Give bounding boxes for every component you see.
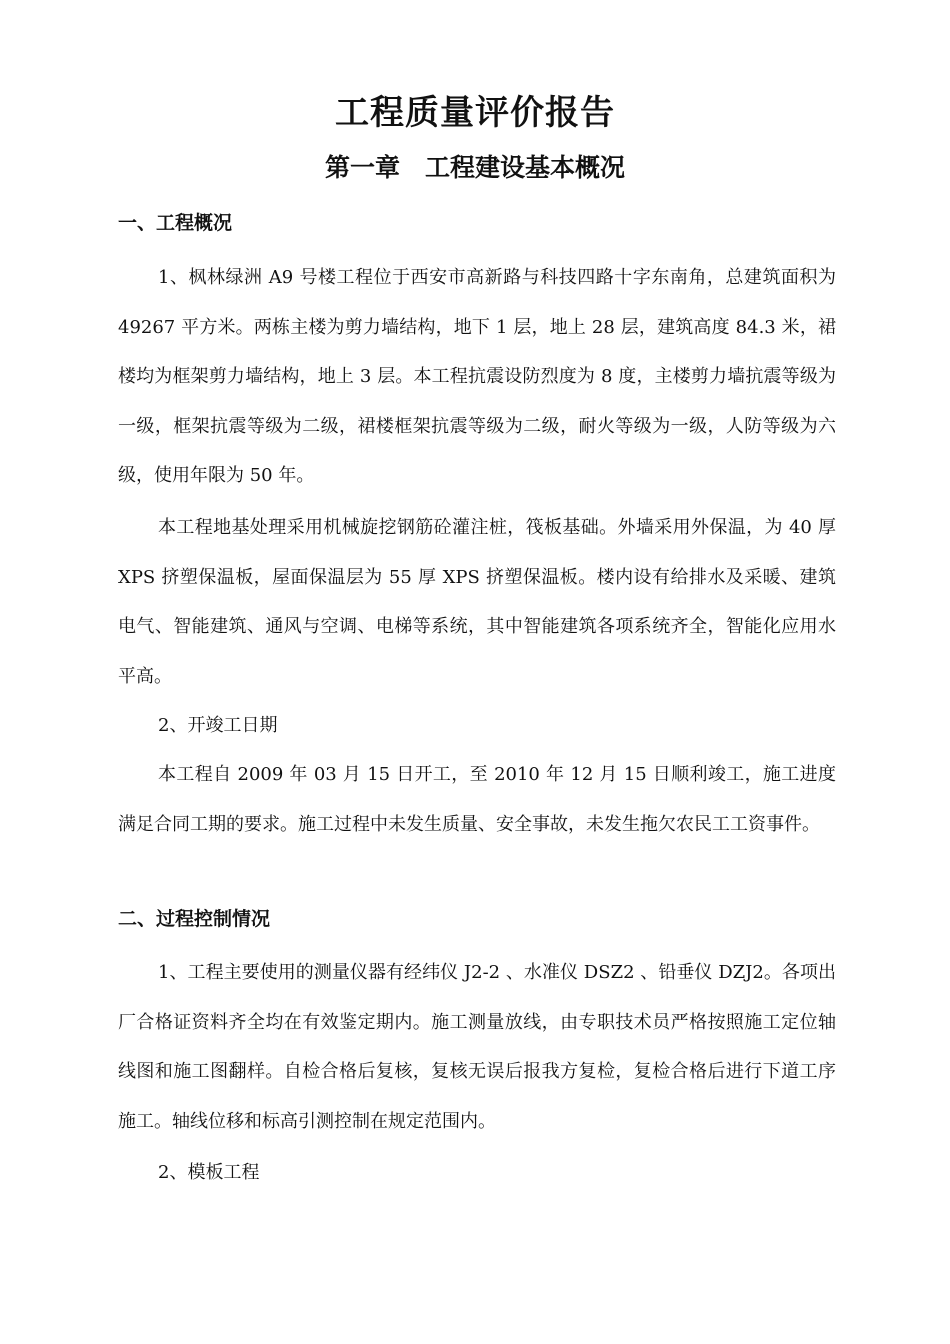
paragraph-formwork-heading: 2、模板工程 (158, 1162, 260, 1183)
paragraph-construction-dates: 本工程自 2009 年 03 月 15 日开工，至 2010 年 12 月 15 日顺利竣工，施工进度满足合同工期的要求。施工过程中未发生质量、安全事故，未发生拖欠农民工工资事件。 (118, 764, 836, 835)
section-heading-process-control: 二、过程控制情况 (118, 908, 271, 930)
chapter-heading: 第一章 工程建设基本概况 (324, 153, 625, 182)
paragraph-foundation-systems: 本工程地基处理采用机械旋挖钢筋砼灌注桩，筏板基础。外墙采用外保温，为 40 厚 XPS 挤塑保温板，屋面保温层为 55 厚 XPS 挤塑保温板。楼内设有给排水及采暖、建筑电气、智能建筑、通风与空调、电梯等系统，其中智能建筑各项系统齐全，智能化应用水平高。 (118, 517, 836, 687)
report-title: 工程质量评价报告 (335, 93, 615, 133)
section-heading-overview: 一、工程概况 (118, 212, 233, 234)
paragraph-dates-heading: 2、开竣工日期 (158, 715, 278, 736)
paragraph-project-location: 1、枫林绿洲 A9 号楼工程位于西安市高新路与科技四路十字东南角，总建筑面积为 49267 平方米。两栋主楼为剪力墙结构，地下 1 层，地上 28 层，建筑高度 84.3 米，裙楼均为框架剪力墙结构，地上 3 层。本工程抗震设防烈度为 8 度，主楼剪力墙抗震等级为一级，框架抗震等级为二级，裙楼框架抗震等级为二级，耐火等级为一级，人防等级为六级，使用年限为 50 年。 (118, 267, 836, 486)
paragraph-survey-instruments: 1、工程主要使用的测量仪器有经纬仪 J2-2 、水准仪 DSZ2 、铅垂仪 DZJ2。各项出厂合格证资料齐全均在有效鉴定期内。施工测量放线，由专职技术员严格按照施工定位轴线图和施工图翻样。自检合格后复核，复核无误后报我方复检，复检合格后进行下道工序施工。轴线位移和标高引测控制在规定范围内。 (118, 962, 836, 1132)
